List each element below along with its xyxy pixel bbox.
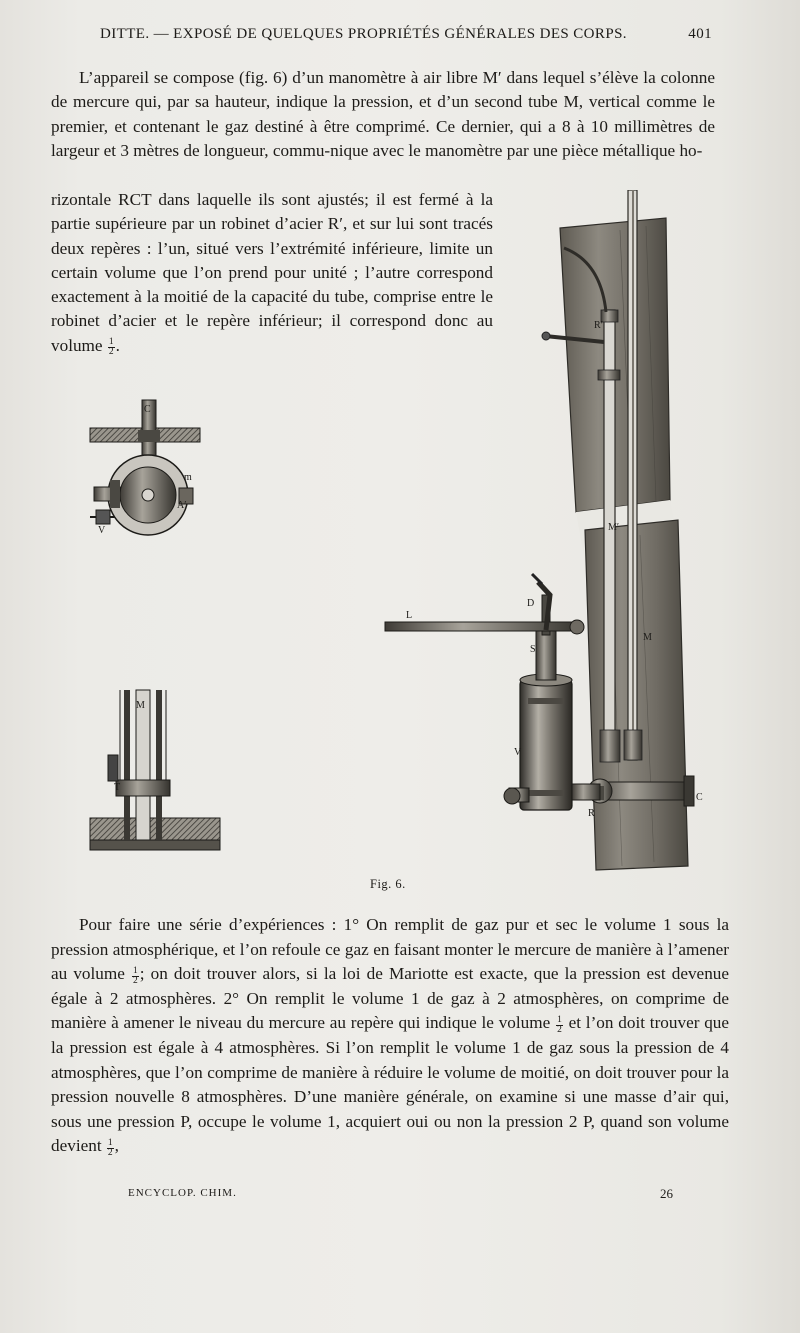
fraction-one-half: $\frac{1}{2}$ [107,1137,113,1158]
label-c-top: C [144,404,151,415]
small-valve-detail [90,400,200,535]
label-m-prime: M′ [608,522,620,533]
label-d: D [527,598,535,609]
label-r-prime: R′ [594,320,603,331]
label-m: M [643,632,652,643]
wooden-board [560,218,688,870]
footer-signature: ENCYCLOP. CHIM. [128,1187,237,1199]
signature-number: 26 [660,1186,673,1201]
fraction-one-half: $\frac{1}{2}$ [133,965,138,986]
label-m-small: m [184,472,192,483]
paragraph-experiments [51,913,729,1159]
label-a-prime: A′ [177,500,187,511]
apparatus-engraving [80,190,720,880]
figure-caption: Fig. 6. [370,877,406,891]
label-m-left: M [136,700,145,711]
fraction-one-half: $\frac{1}{2}$ [108,337,114,358]
figure-6-apparatus [80,190,720,880]
lever-l [385,574,584,634]
paragraph-apparatus-wrap: rizontale RCT dans laquelle ils sont ajustés; il est fermé à la partie supérieure par un robinet d’acier R′, et sur lui sont tracés deux repères : l’un, situé vers l’extrémité inférieure, limite un certain volume que l’on prend pour unité ; l’autre correspond exactement à la moitié de la capacité du tube, comprise entre le robinet d’acier et le repère inférieur; il correspond donc au volume $\frac{1}{2}$ . [51,190,493,358]
paragraph-apparatus-lead [51,66,715,163]
label-v-small: V [98,525,106,536]
label-s: S [530,644,536,655]
paragraph-text: rizontale RCT dans laquelle ils sont ajustés; il est fermé à la partie supérieure par un robinet d’acier R′, et sur lui sont tracés deux repères : l’un, situé vers l’extrémité inférieure, limite un certain volume que l’on prend pour unité ; l’autre correspond exactement à la moitié de la capacité du tube, comprise entre le robinet d’acier et le repère inférieur; il correspond donc au volume [51,190,493,355]
fraction-one-half: $\frac{1}{2}$ [557,1014,562,1035]
label-r: R [588,808,595,819]
paragraph-text: L’appareil se compose (fig. 6) d’un manomètre à air libre M′ dans lequel s’élève la colonne de mercure qui, par sa hauteur, indique la pression, et d’un second tube M, vertical comme le premier, et contenant le gaz destiné à être comprimé. Ce dernier, qui a 8 à 10 millimètres de largeur et 3 mètres de longueur, commu-nique avec le manomètre par une pièce métallique ho- [51,68,715,160]
running-title: DITTE. — EXPOSÉ DE QUELQUES PROPRIÉTÉS GÉNÉRALES DES CORPS. [100,26,627,42]
paragraph-text: ; on doit trouver alors, si la loi de Mariotte est exacte, que la pression est devenue égale à 2 atmosphères. 2° On remplit le volume 1 de gaz à 2 atmosphères, on comprime de manière à amener le niveau du mercure au repère qui indique le volume [51,964,730,1033]
paragraph-text: Pour faire une série d’expériences : 1° On remplit de gaz pur et sec le volume 1 sous la pression atmosphérique, et l’on refoule ce gaz en faisant monter le mercure de manière à l’amener au volume [51,915,729,984]
label-c: C [696,792,703,803]
paragraph-text: et l’on doit trouver que la pression est égale à 4 atmosphères. Si l’on remplit le volume 1 de gaz sous la pression de 4 atmosphères, que l’on comprime de manière à réduire le volume de moitié, on doit trouver pour la pression nouvelle 8 atmosphères. D’une manière générale, on examine si une masse d’air qui, sous une pression P, occupe le volume 1, acquiert oui ou non la pression 2 P, quand son volume devient [51,1013,730,1156]
label-v: V [514,747,522,758]
tube-section-t [90,690,220,850]
label-l: L [406,610,413,621]
page-number: 401 [688,26,712,42]
label-t: T [114,782,121,793]
paragraph-text: , [114,1136,119,1156]
